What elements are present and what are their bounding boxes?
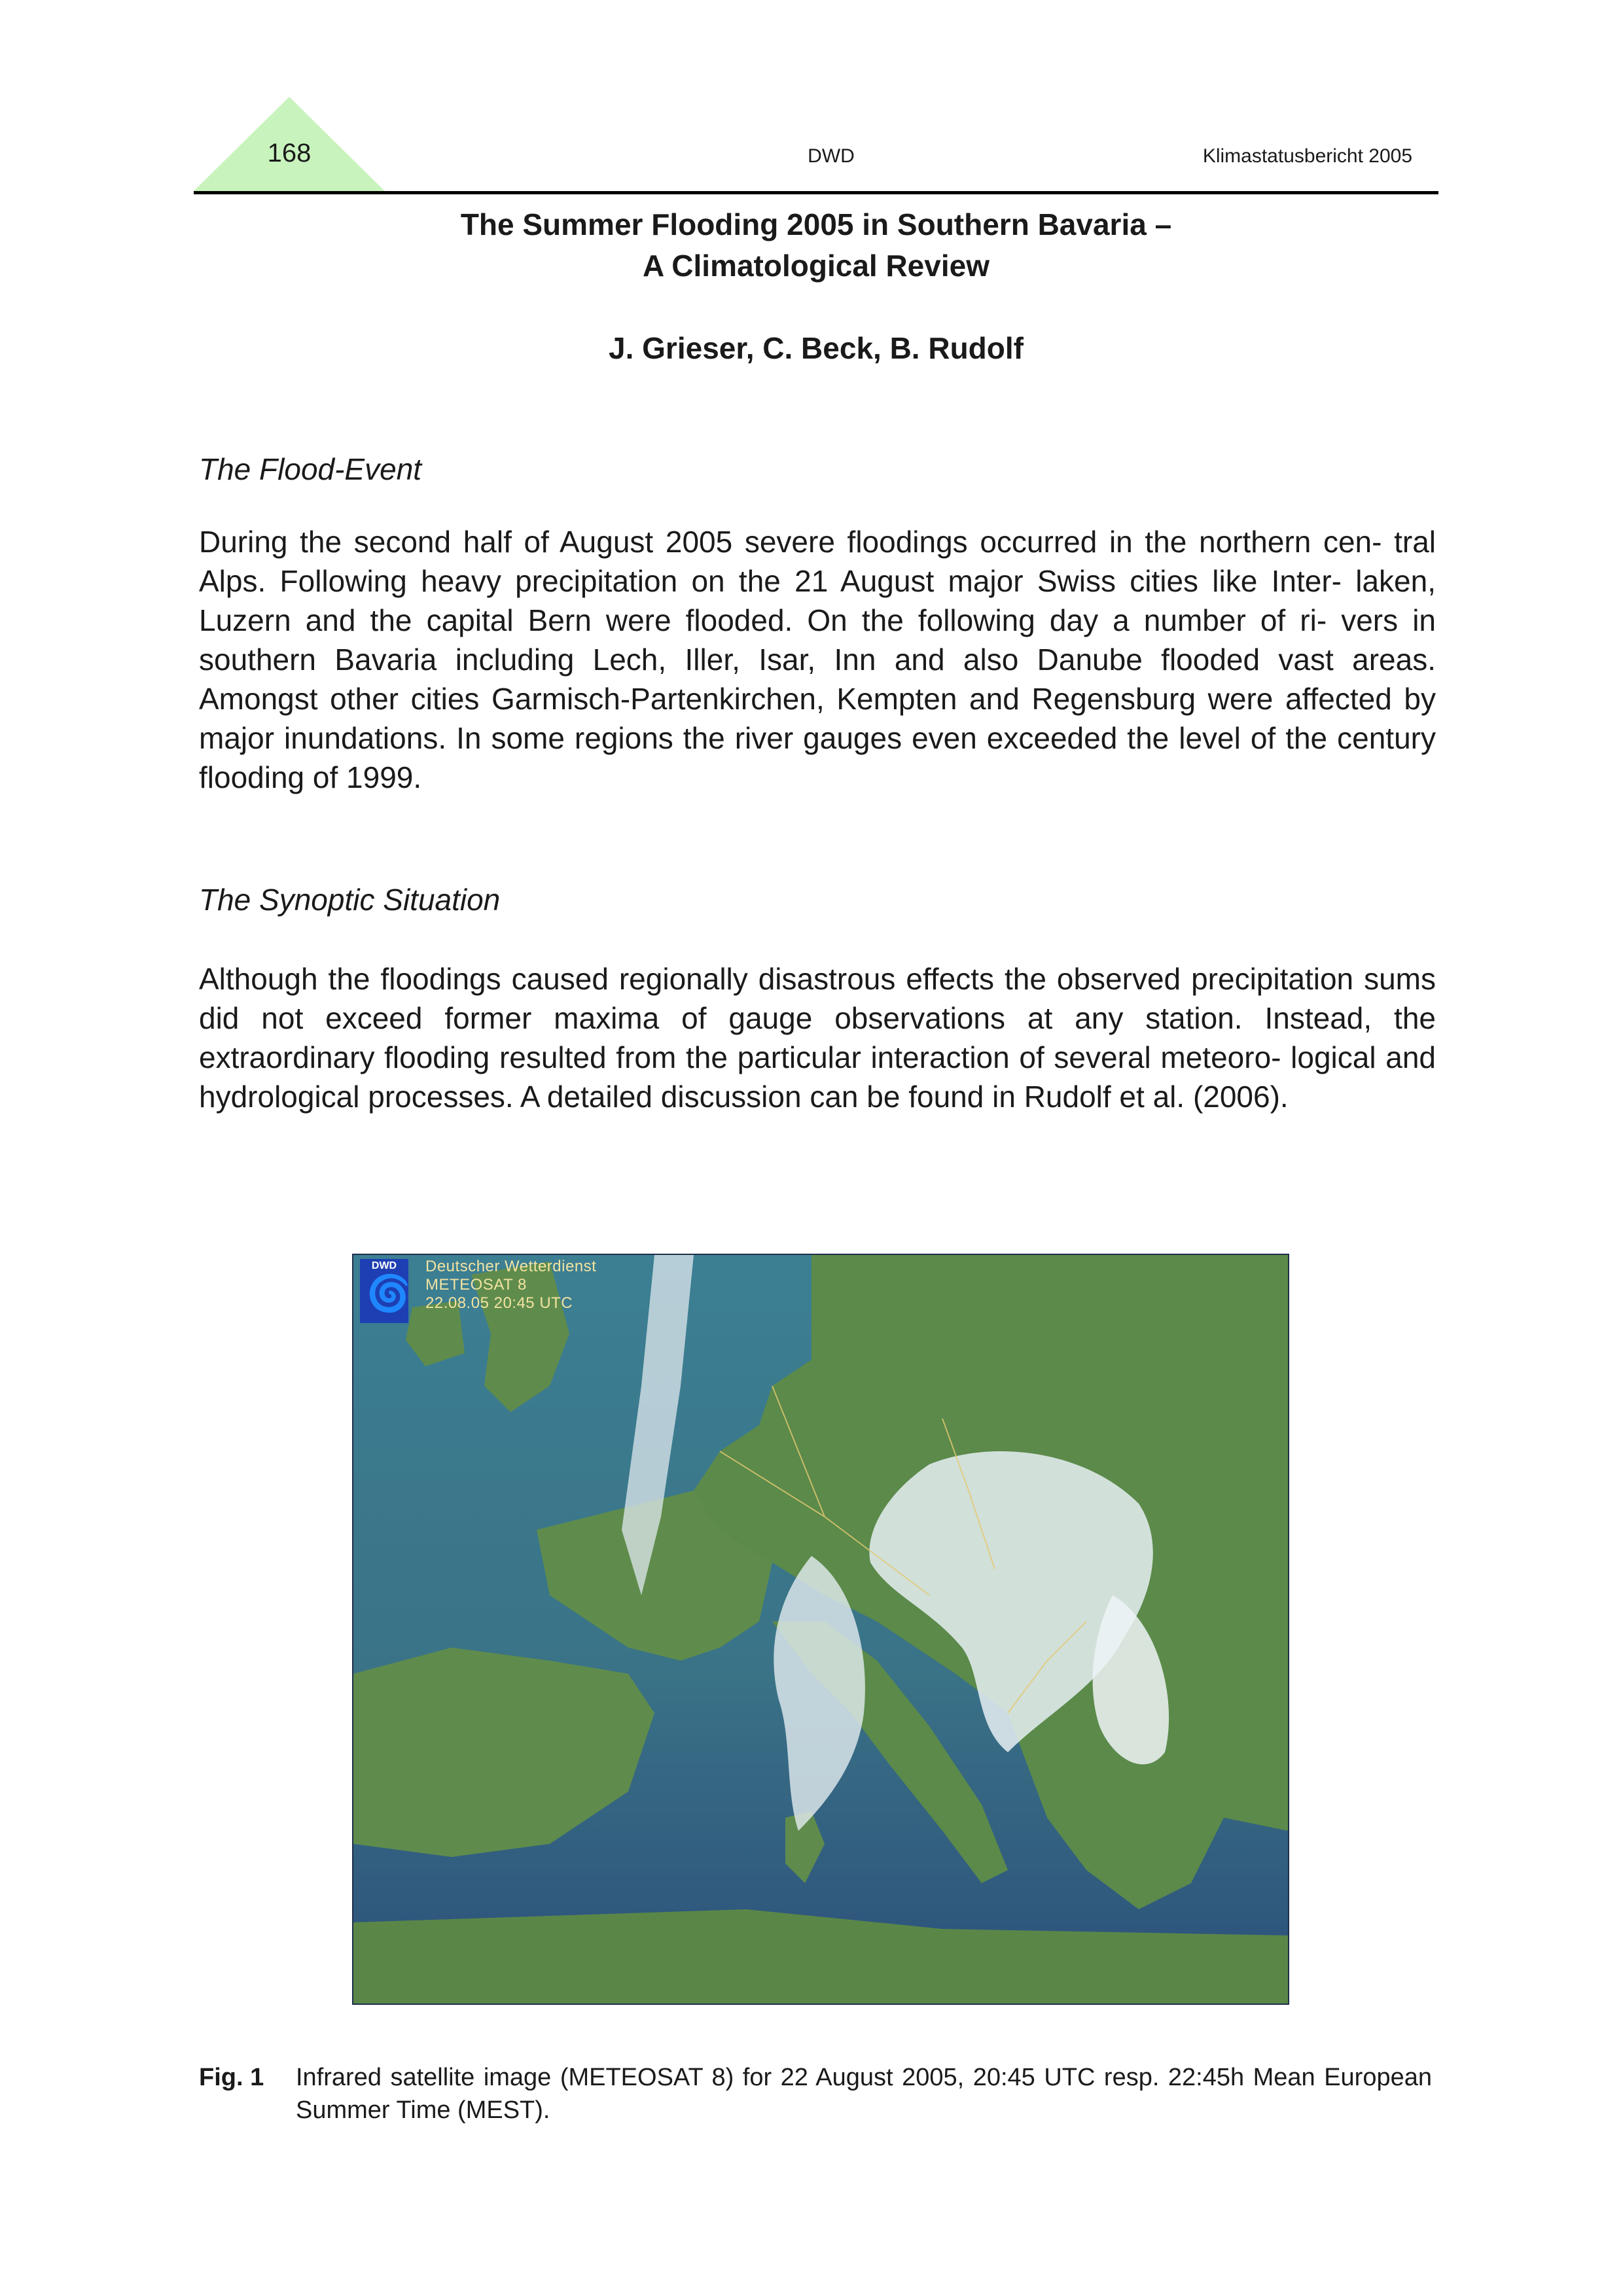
land-north-africa <box>353 1909 1288 2004</box>
satellite-image <box>352 1254 1289 2005</box>
figure-caption-label: Fig. 1 <box>199 2064 264 2091</box>
figure-caption-text: Infrared satellite image (METEOSAT 8) for 22 August 2005, 20:45 UTC resp. 22:45h Mean European Summer Time (MEST). <box>296 2064 1432 2124</box>
header-publisher: DWD <box>808 145 855 167</box>
section-heading-synoptic-situation: The Synoptic Situation <box>199 883 501 917</box>
header-rule <box>194 191 1438 194</box>
paragraph-synoptic-situation: Although the floodings caused regionally disastrous effects the observed precipitation sums did not exceed former maxima of gauge observations at any station. Instead, the extraordinary flooding resulted from the particular interaction of several meteoro- logical and hydrological processes. A detailed discussion can be found in Rudolf et al. (2006). <box>199 962 1436 1114</box>
header-publication: Klimastatusbericht 2005 <box>1202 145 1412 167</box>
authors: J. Grieser, C. Beck, B. Rudolf <box>609 331 1024 365</box>
dwd-logo-text: DWD <box>371 1260 397 1271</box>
section-heading-flood-event: The Flood-Event <box>199 452 422 486</box>
satellite-map-graphic <box>353 1255 1288 2004</box>
overlay-timestamp: 22.08.05 20:45 UTC <box>425 1294 573 1312</box>
land-iberia <box>353 1648 654 1857</box>
page-number: 168 <box>267 139 312 168</box>
dwd-swirl-icon: 🌀 <box>366 1274 411 1313</box>
overlay-satellite: METEOSAT 8 <box>425 1276 527 1294</box>
paragraph-flood-event: During the second half of August 2005 severe floodings occurred in the northern cen- tral Alps. Following heavy precipitation on the 21 August major Swiss cities like Inter- laken, Luzern and the capital Bern were flooded. On the following day a number of ri- vers in southern Bavaria including Lech, Iller, Isar, Inn and also Danube flooded vast areas. Amongst other cities Garmisch-Partenkirchen, Kempten and Regensburg were affected by major inundations. In some regions the river gauges even exceeded the level of the century flooding of 1999. <box>199 525 1436 794</box>
overlay-agency: Deutscher Wetterdienst <box>425 1258 597 1275</box>
paper-title-line-2: A Climatological Review <box>643 249 990 283</box>
paper-title-line-1: The Summer Flooding 2005 in Southern Bavaria – <box>460 207 1172 241</box>
paper-title <box>194 204 1438 287</box>
dwd-logo <box>360 1259 411 1323</box>
